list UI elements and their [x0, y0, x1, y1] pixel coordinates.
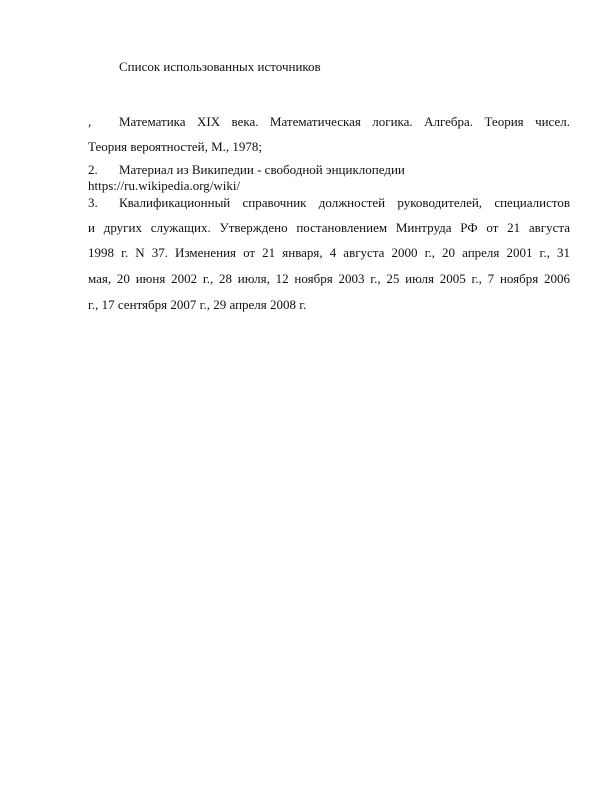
reference-text-line: мая, 20 июня 2002 г., 28 июля, 12 ноября 2003 г., 25 июля 2005 г., 7 ноября 2006 — [88, 271, 570, 286]
reference-text-line: Квалификационный справочник должностей руководителей, специалистов — [119, 195, 570, 210]
reference-number: , — [88, 114, 92, 129]
reference-text-line: Математика XIX века. Математическая логика. Алгебра. Теория чисел. — [119, 114, 570, 129]
reference-text-line: и других служащих. Утверждено постановлением Минтруда РФ от 21 августа — [88, 220, 570, 235]
reference-text-line: Теория вероятностей, М., 1978; — [88, 139, 263, 154]
reference-text-line: г., 17 сентября 2007 г., 29 апреля 2008 г. — [88, 297, 307, 312]
reference-number: 3. — [88, 195, 98, 210]
page-title: Список использованных источников — [119, 59, 321, 74]
reference-link[interactable]: https://ru.wikipedia.org/wiki/ — [88, 178, 241, 193]
reference-text-line: Материал из Википедии - свободной энциклопедии — [119, 162, 405, 177]
reference-number: 2. — [88, 162, 98, 177]
reference-text-line: 1998 г. N 37. Изменения от 21 января, 4 августа 2000 г., 20 апреля 2001 г., 31 — [88, 245, 570, 260]
